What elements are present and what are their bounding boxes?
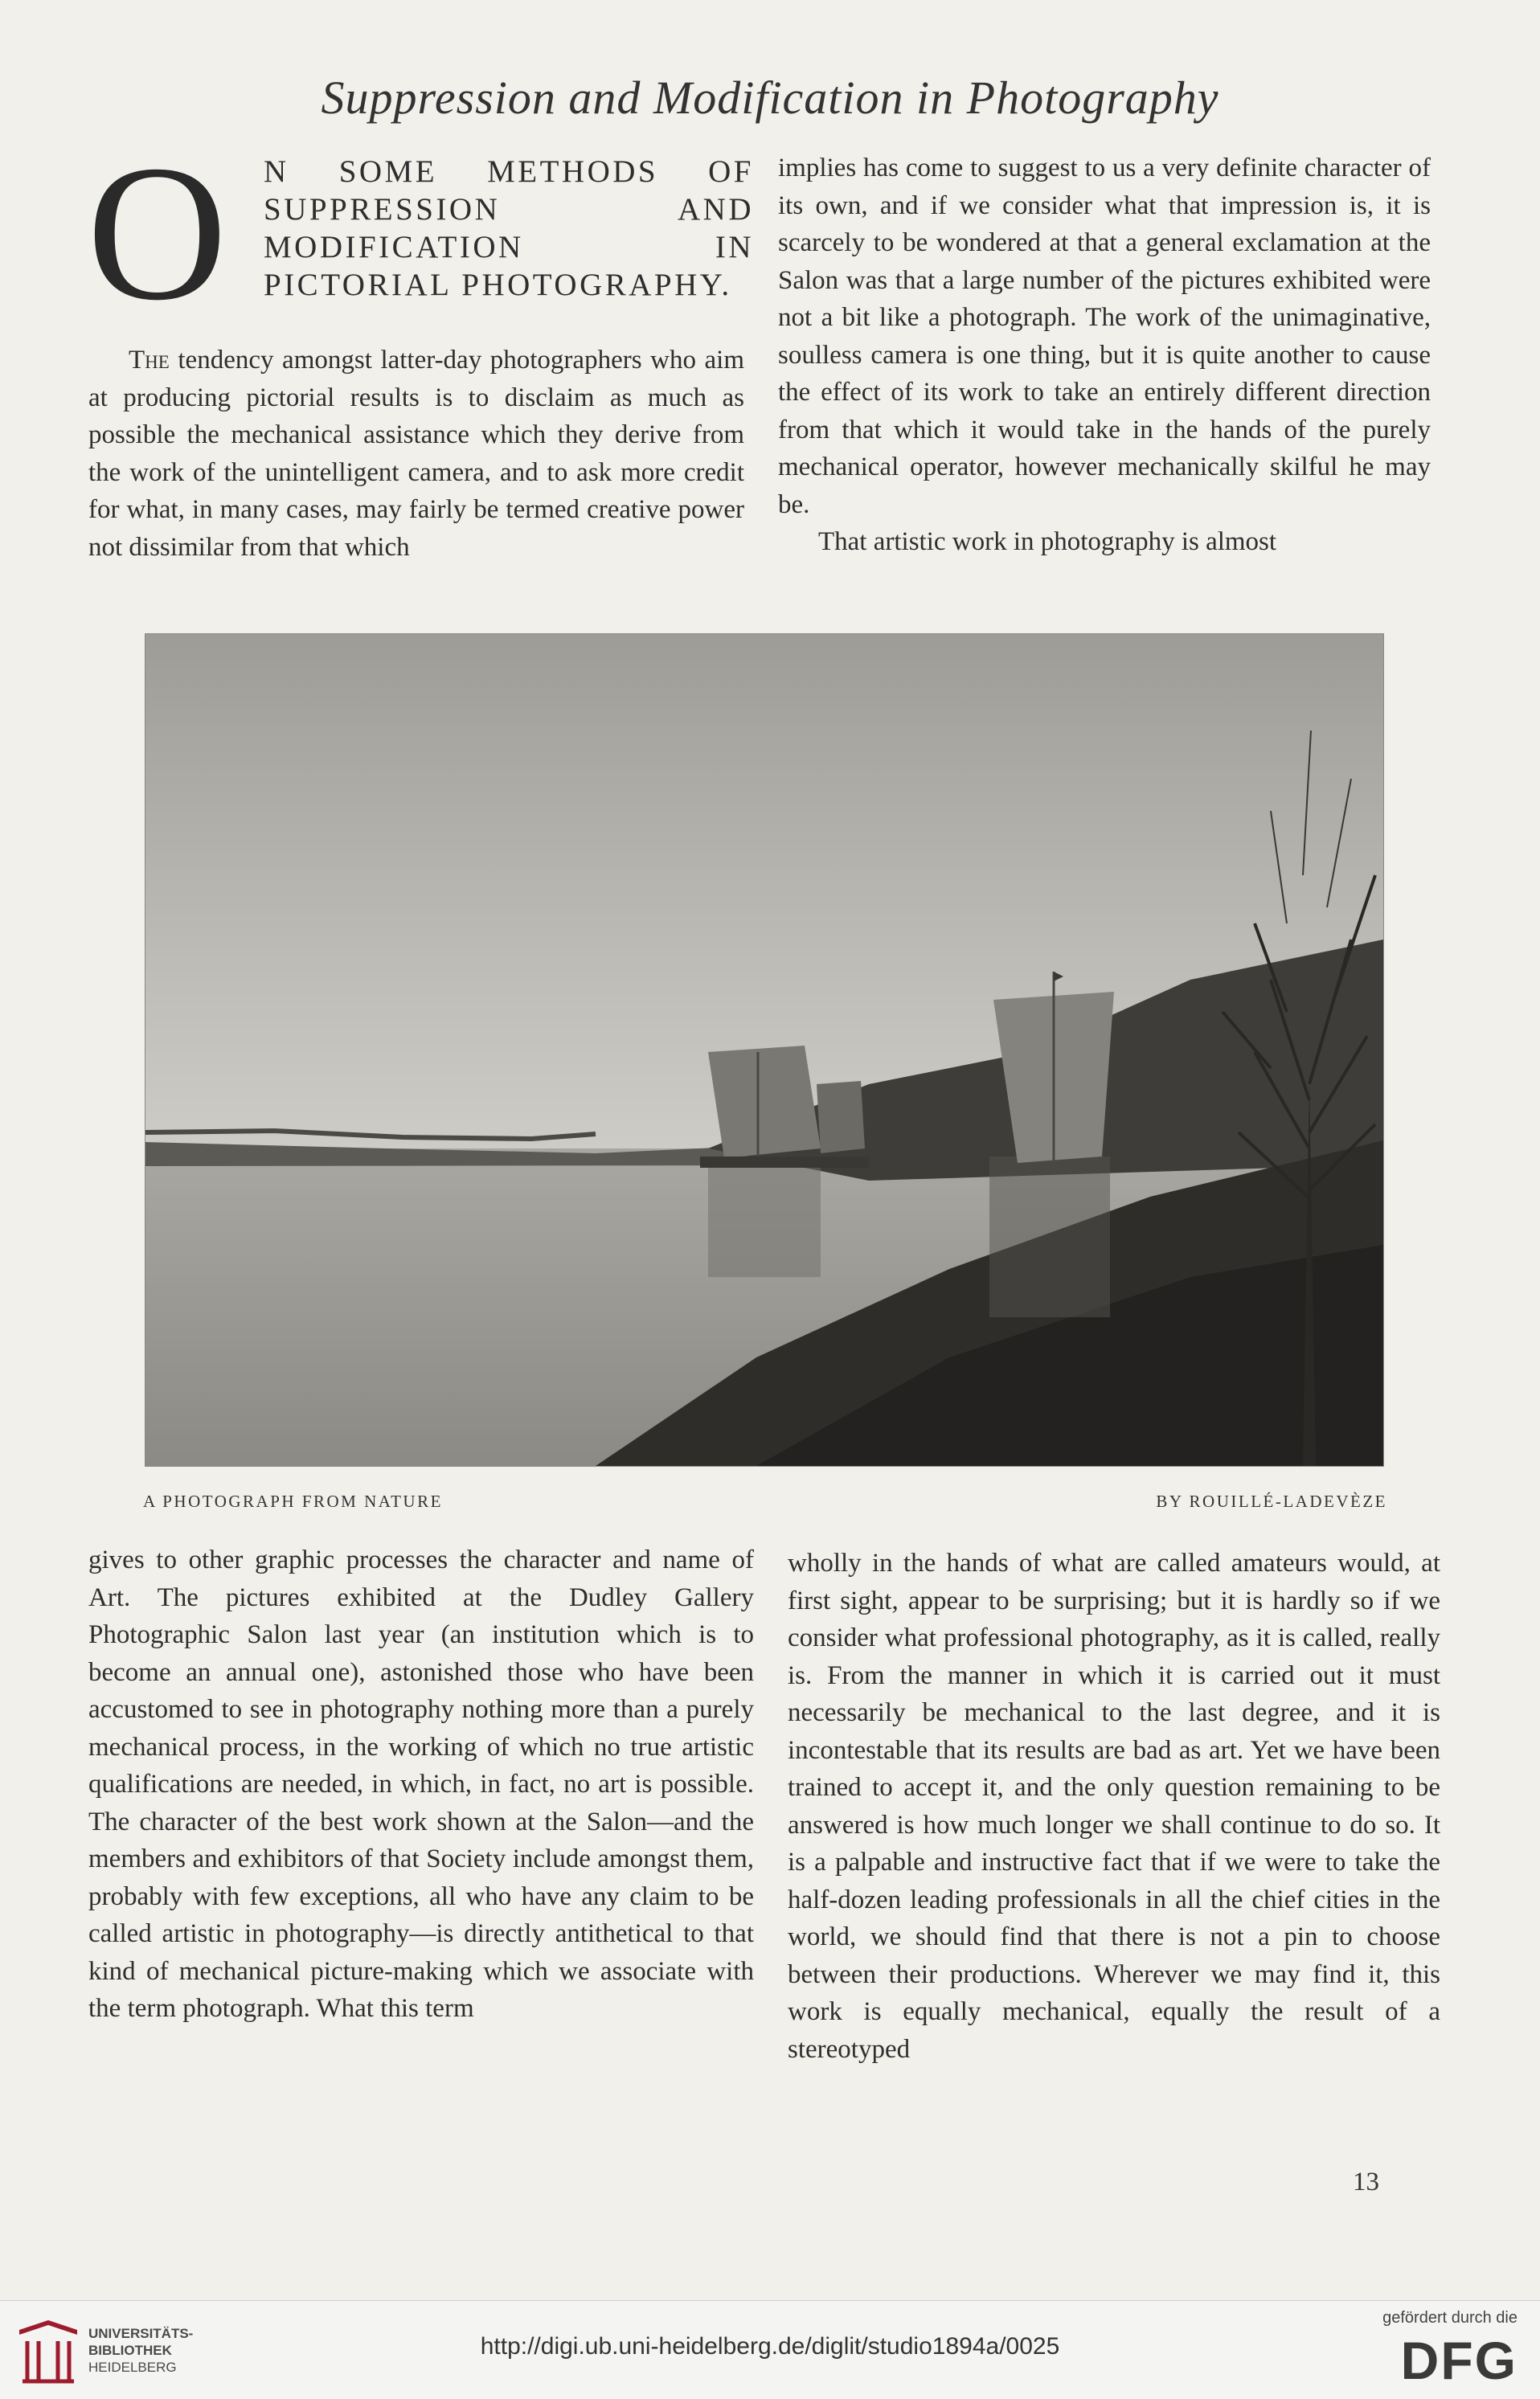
dfg-logo: DFG [1400, 2331, 1517, 2390]
river-boats-photograph [145, 634, 1383, 1466]
photograph-plate [145, 633, 1384, 1467]
plate-caption-title: A PHOTOGRAPH FROM NATURE [143, 1492, 443, 1511]
paragraph-amateurs: wholly in the hands of what are called amateurs would, at first sight, appear to be surprising; but it is hardly so if we consider what professional photography, as it is called, really is. From the manner in which it is carried out it must necessarily be mechanical to the last degree, and it is incontestable that its results are bad as art. Yet we have been trained to accept it, and the only question remaining to be answered is how much longer we shall continue to do so. It is a palpable and instructive fact that if we were to take the half-dozen leading professionals in all the chief cities in the world, we should find that there is not a pin to choose between their productions. Wherever we may find it, this work is equally mechanical, equally the result of a stereotyped [788, 1549, 1440, 2064]
column-right-top [778, 149, 1431, 561]
paragraph-opening [88, 342, 744, 566]
paragraph-artistic-work: That artistic work in photography is almost [818, 527, 1277, 556]
drop-cap: O [87, 125, 227, 341]
digitization-footer [0, 2300, 1540, 2399]
paragraph-continued: implies has come to suggest to us a very definite character of its own, and if we consider what that impression is, it is scarcely to be wondered at that a general exclamation at the Salon was that a large number of the pictures exhibited were not a bit like a photograph. The work of the unimaginative, soulless camera is one thing, but it is quite another to cause the effect of its work to take an entirely different direction from that which it would take in the hands of the purely mechanical operator, however mechanically skilful he may be. [778, 154, 1431, 519]
column-left-bottom [88, 1541, 754, 2028]
lead-word: The [129, 346, 170, 375]
library-name: UNIVERSITÄTS- BIBLIOTHEK HEIDELBERG [88, 2326, 194, 2375]
running-head: Suppression and Modification in Photography [321, 72, 1219, 124]
page-number: 13 [1353, 2168, 1379, 2196]
funding-note: gefördert durch die [1382, 2309, 1517, 2327]
article-headline [87, 125, 754, 341]
column-right-bottom [788, 1545, 1440, 2068]
paragraph-opening-text: tendency amongst latter-day photographers who aim at producing pictorial results is to disclaim as much as possible the mechanical assistance which they derive from the work of the unintelligent camera, and to ask more credit for what, in many cases, may fairly be termed creative power not dissimilar from that which [88, 346, 744, 562]
source-url-link[interactable]: http://digi.ub.uni-heidelberg.de/diglit/studio1894a/0025 [480, 2333, 1060, 2360]
paragraph-salon: gives to other graphic processes the character and name of Art. The pictures exhibited at the Dudley Gallery Photographic Salon last year (an institution which is to become an annual one), astonished those who have been accustomed to see in photography nothing more than a purely mechanical process, in the working of which no true artistic qualifications are needed, in which, in fact, no art is possible. The character of the best work shown at the Salon—and the members and exhibitors of that Society include amongst them, probably with few exceptions, all who have any claim to be called artistic in photography—is directly antithetical to that kind of mechanical picture-making which we associate with the term photograph. What this term [88, 1545, 754, 2023]
plate-caption-credit: BY ROUILLÉ-LADEVÈZE [1156, 1492, 1387, 1511]
headline-text: N SOME METHODS OF SUPPRESSION AND MODIFICATION IN PICTORIAL PHOTOGRAPHY. [264, 154, 754, 302]
column-left-top [88, 342, 744, 566]
